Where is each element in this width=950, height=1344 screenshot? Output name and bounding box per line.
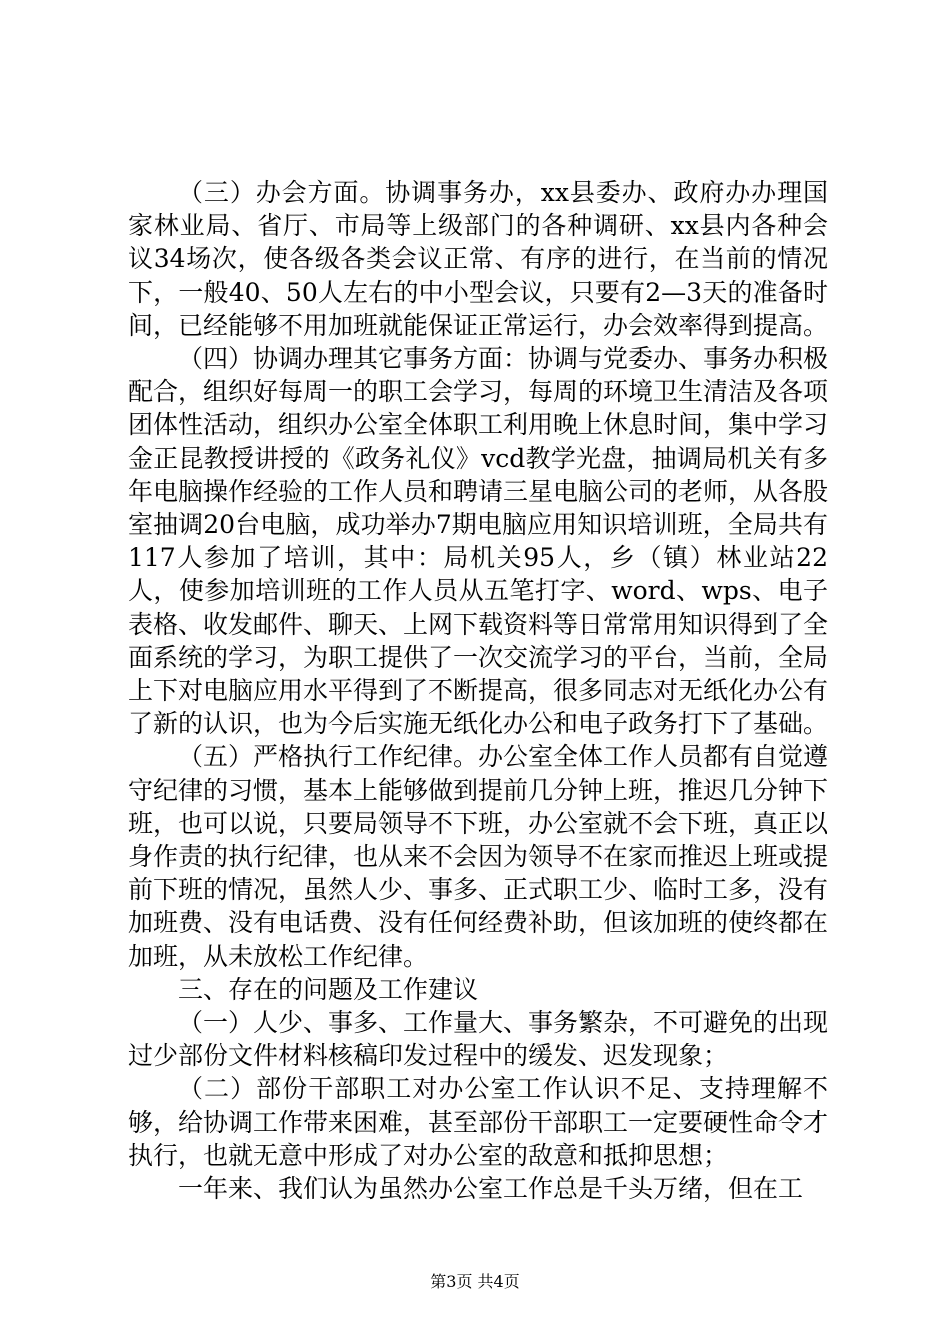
- page-footer: 第3页 共4页: [430, 1272, 520, 1291]
- paragraph-problem-one: （一）人少、事多、工作量大、事务繁杂，不可避免的出现过少部份文件材料核稿印发过程中的缓发、迟发现象；: [128, 1008, 829, 1071]
- paragraph-summary-start: 一年来、我们认为虽然办公室工作总是千头万绪，但在工: [178, 1174, 804, 1204]
- section-heading-problems: 三、存在的问题及工作建议: [178, 974, 479, 1004]
- paragraph-other-affairs: （四）协调办理其它事务方面：协调与党委办、事务办积极配合，组织好每周一的职工会学习，每周的环境卫生清洁及各项团体性活动，组织办公室全体职工利用晚上休息时间，集中学习金正昆教授讲授的《政务礼仪》vcd教学光盘，抽调局机关有多年电脑操作经验的工作人员和聘请三星电脑公司的老师，从各股室抽调20台电脑，成功举办7期电脑应用知识培训班，全局共有117人参加了培训，其中：局机关95人，乡（镇）林业站22人，使参加培训班的工作人员从五笔打字、word、wps、电子表格、收发邮件、聊天、上网下载资料等日常常用知识得到了全面系统的学习，为职工提供了一次交流学习的平台，当前，全局上下对电脑应用水平得到了不断提高，很多同志对无纸化办公有了新的认识，也为今后实施无纸化办公和电子政务打下了基础。: [128, 344, 829, 739]
- document-body: [128, 176, 828, 1205]
- paragraph-meeting-affairs: （三）办会方面。协调事务办，xx县委办、政府办办理国家林业局、省厅、市局等上级部门的各种调研、xx县内各种会议34场次，使各级各类会议正常、有序的进行，在当前的情况下，一般40、50人左右的中小型会议，只要有2—3天的准备时间，已经能够不用加班就能保证正常运行，办会效率得到提高。: [128, 178, 829, 340]
- paragraph-work-discipline: （五）严格执行工作纪律。办公室全体工作人员都有自觉遵守纪律的习惯，基本上能够做到提前几分钟上班，推迟几分钟下班，也可以说，只要局领导不下班，办公室就不会下班，真正以身作责的执行纪律，也从来不会因为领导不在家而推迟上班或提前下班的情况，虽然人少、事多、正式职工少、临时工多，没有加班费、没有电话费、没有任何经费补助，但该加班的使终都在加班，从未放松工作纪律。: [128, 742, 829, 971]
- paragraph-problem-two: （二）部份干部职工对办公室工作认识不足、支持理解不够，给协调工作带来困难，甚至部份干部职工一定要硬性命令才执行，也就无意中形成了对办公室的敌意和抵抑思想；: [128, 1074, 829, 1170]
